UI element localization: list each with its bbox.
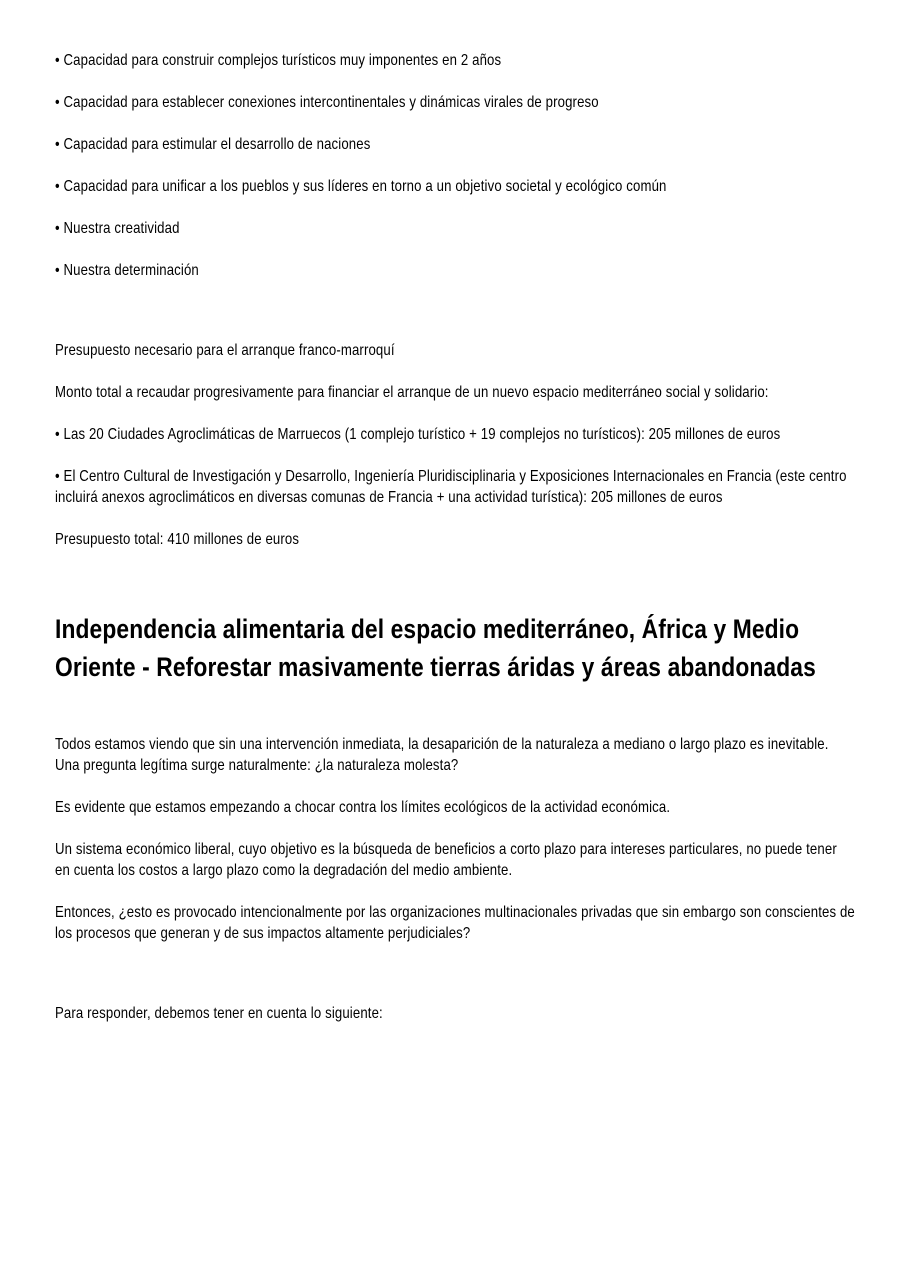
closing-line: Para responder, debemos tener en cuenta lo siguiente: [55,1005,383,1022]
discussion-paragraph: Un sistema económico liberal, cuyo objetivo es la búsqueda de beneficios a corto plazo para intereses particulares, no puede tener en cuenta los costos a largo plazo como la degradación del medio ambiente. [55,841,837,879]
discussion-paragraph: Es evidente que estamos empezando a chocar contra los límites ecológicos de la actividad económica. [55,799,671,816]
heading-bottom-spacer [55,686,855,734]
list-item [55,134,855,155]
page-title: Independencia alimentaria del espacio mediterráneo, África y Medio Oriente - Reforestar masivamente tierras áridas y áreas abandonadas [55,614,816,682]
budget-section [55,340,855,550]
list-item [55,260,855,281]
list-item [55,176,855,197]
budget-intro: Presupuesto necesario para el arranque franco-marroquí [55,342,395,359]
discussion-paragraph: Entonces, ¿esto es provocado intencionalmente por las organizaciones multinacionales privadas que sin embargo son conscientes de los procesos que generan y de sus impactos altamente perjudiciales? [55,904,855,942]
discussion-paragraph: Todos estamos viendo que sin una intervención inmediata, la desaparición de la naturaleza a mediano o largo plazo es inevitable. Una pregunta legítima surge naturalmente: ¿la naturaleza molesta? [55,736,829,774]
bullet-item-text: • Capacidad para unificar a los pueblos y sus líderes en torno a un objetivo societal y ecológico común [55,178,667,195]
document-content [55,50,855,1024]
bullet-item-text: • Capacidad para construir complejos turísticos muy imponentes en 2 años [55,52,502,69]
list-item [55,50,855,71]
discussion-section [55,734,855,944]
section-spacer [55,281,855,340]
bullet-item-text: • Capacidad para estimular el desarrollo de naciones [55,136,371,153]
bullet-item-text: • Capacidad para establecer conexiones intercontinentales y dinámicas virales de progreso [55,94,599,111]
heading-top-spacer [55,550,855,610]
budget-amount-line: Monto total a recaudar progresivamente para financiar el arranque de un nuevo espacio mediterráneo social y solidario: [55,384,769,401]
bullet-item-text: • Nuestra determinación [55,262,199,279]
bullet-item-text: • Nuestra creatividad [55,220,180,237]
budget-total: Presupuesto total: 410 millones de euros [55,531,300,548]
list-item [55,218,855,239]
capabilities-bullet-list [55,50,855,281]
budget-item-morocco: • Las 20 Ciudades Agroclimáticas de Marruecos (1 complejo turístico + 19 complejos no turísticos): 205 millones de euros [55,426,781,443]
closing-spacer [55,944,855,1003]
budget-item-france: • El Centro Cultural de Investigación y Desarrollo, Ingeniería Pluridisciplinaria y Exposiciones Internacionales en Francia (este centro incluirá anexos agroclimáticos en diversas comunas de Francia + una actividad turística): 205 millones de euros [55,468,847,506]
list-item [55,92,855,113]
